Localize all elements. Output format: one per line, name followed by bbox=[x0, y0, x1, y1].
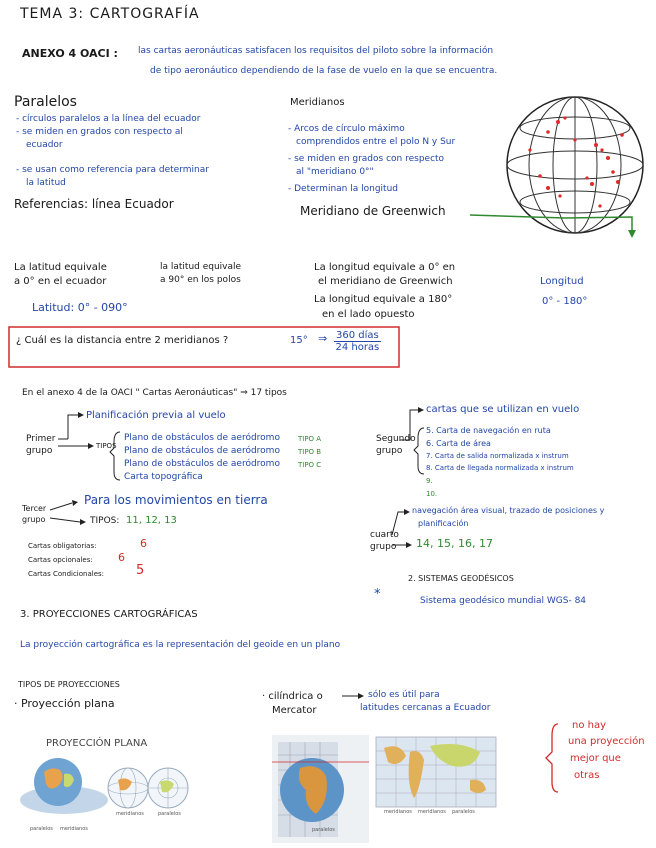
page-title: TEMA 3: CARTOGRAFÍA bbox=[20, 6, 200, 22]
cilindrica-label: · cilíndrica o bbox=[262, 691, 323, 702]
primer-tipos: TIPOS bbox=[96, 442, 117, 450]
question-arrow: ⇒ bbox=[318, 332, 328, 345]
primer-grupo-label: grupo bbox=[26, 446, 53, 456]
longitud-b-line-1: La longitud equivale a 180° bbox=[314, 294, 453, 305]
fig-label: paralelos bbox=[312, 827, 335, 833]
question-text: ¿ Cuál es la distancia entre 2 meridianos ? bbox=[16, 335, 229, 346]
geodesicos-item: Sistema geodésico mundial WGS- 84 bbox=[420, 596, 587, 606]
latitud-b-line-1: la latitud equivale bbox=[160, 262, 242, 272]
cuarto-nav: navegación área visual, trazado de posiciones y bbox=[412, 506, 605, 515]
longitud-label: Longitud bbox=[540, 276, 584, 287]
paralelos-item: ecuador bbox=[26, 140, 63, 150]
fig-label: meridianos bbox=[384, 809, 412, 815]
segundo-item: 6. Carta de área bbox=[426, 439, 491, 448]
fig-label: meridianos bbox=[60, 826, 88, 832]
tercer-tipos: TIPOS: bbox=[90, 516, 120, 526]
fig-label: paralelos bbox=[452, 809, 475, 815]
anexo-line-2: de tipo aeronáutico dependiendo de la fase de vuelo en la que se encuentra. bbox=[150, 66, 498, 76]
anexo-label: ANEXO 4 OACI : bbox=[22, 47, 118, 60]
fig-label: meridianos bbox=[418, 809, 446, 815]
cartas-intro: En el anexo 4 de la OACI " Cartas Aeronáuticas" ⇒ 17 tipos bbox=[22, 388, 287, 398]
fig-label: paralelos bbox=[30, 826, 53, 832]
primer-grupo-label: Primer bbox=[26, 434, 56, 444]
question-denominator: 24 horas bbox=[335, 342, 380, 353]
tercer-grupo-label: Tercer bbox=[22, 504, 47, 513]
primer-item-tipo: TIPO A bbox=[298, 435, 322, 443]
count-value: 6 bbox=[140, 537, 147, 550]
globe-icon bbox=[507, 97, 643, 233]
meridianos-item: comprendidos entre el polo N y Sur bbox=[296, 137, 456, 147]
side-note: mejor que bbox=[570, 753, 621, 764]
fig-label: meridianos bbox=[116, 811, 144, 817]
latitud-range: Latitud: 0° - 090° bbox=[32, 301, 128, 314]
latitud-a-line-1: La latitud equivale bbox=[14, 262, 107, 273]
segundo-item: 8. Carta de llegada normalizada x instrum bbox=[426, 464, 574, 472]
meridianos-reference: Meridiano de Greenwich bbox=[300, 204, 446, 218]
primer-item-tipo: TIPO B bbox=[298, 448, 322, 456]
paralelos-item: - círculos paralelos a la línea del ecuador bbox=[16, 114, 201, 124]
count-label: Cartas obligatorias: bbox=[28, 542, 97, 550]
meridianos-item: - Determinan la longitud bbox=[288, 184, 398, 194]
fig-label: paralelos bbox=[158, 811, 181, 817]
side-note: una proyección bbox=[568, 736, 645, 747]
cilindrica-figure bbox=[272, 735, 496, 843]
meridianos-item: al "meridiano 0°" bbox=[296, 167, 374, 177]
longitud-range: 0° - 180° bbox=[542, 296, 588, 307]
proyecciones-definition: La proyección cartográfica es la representación del geoide en un plano bbox=[20, 640, 341, 650]
star-icon: * bbox=[374, 587, 381, 602]
plana-figure bbox=[20, 758, 188, 814]
tercer-nums: 11, 12, 13 bbox=[126, 515, 177, 526]
proyecciones-heading: 3. PROYECCIONES CARTOGRÁFICAS bbox=[20, 609, 198, 620]
anexo-line-1: las cartas aeronáuticas satisfacen los requisitos del piloto sobre la información bbox=[138, 46, 494, 56]
cilindrica-note: latitudes cercanas a Ecuador bbox=[360, 703, 491, 713]
longitud-b-line-2: en el lado opuesto bbox=[322, 309, 415, 320]
primer-item: Plano de obstáculos de aeródromo bbox=[124, 446, 280, 456]
count-value: 6 bbox=[118, 551, 125, 564]
meridianos-item: - se miden en grados con respecto bbox=[288, 154, 445, 164]
geodesicos-heading: 2. SISTEMAS GEODÉSICOS bbox=[408, 574, 514, 583]
paralelos-heading: Paralelos bbox=[14, 94, 77, 110]
count-label: Cartas Condicionales: bbox=[28, 570, 105, 578]
latitud-a-line-2: a 0° en el ecuador bbox=[14, 276, 107, 287]
count-value: 5 bbox=[136, 563, 145, 578]
segundo-item: 5. Carta de navegación en ruta bbox=[426, 426, 551, 435]
plana-label: · Proyección plana bbox=[14, 697, 115, 710]
segundo-grupo-label: grupo bbox=[376, 446, 403, 456]
side-note: otras bbox=[574, 770, 600, 781]
meridianos-item: - Arcos de círculo máximo bbox=[288, 124, 405, 134]
paralelos-item: - se miden en grados con respecto al bbox=[16, 127, 183, 137]
question-value: 15° bbox=[290, 335, 308, 346]
primer-planificacion: Planificación previa al vuelo bbox=[86, 410, 226, 421]
segundo-head: cartas que se utilizan en vuelo bbox=[426, 404, 580, 415]
primer-item: Plano de obstáculos de aeródromo bbox=[124, 459, 280, 469]
segundo-item: 9. bbox=[426, 477, 433, 485]
question-numerator: 360 días bbox=[336, 330, 379, 341]
longitud-a-line-1: La longitud equivale a 0° en bbox=[314, 262, 456, 273]
tipos-heading: TIPOS DE PROYECCIONES bbox=[18, 680, 120, 689]
segundo-grupo-label: Segundo bbox=[376, 434, 416, 444]
cuarto-grupo-label: grupo bbox=[370, 542, 397, 552]
longitud-a-line-2: el meridiano de Greenwich bbox=[318, 276, 453, 287]
count-label: Cartas opcionales: bbox=[28, 556, 93, 564]
tercer-grupo-label: grupo bbox=[22, 515, 46, 524]
primer-item-tipo: TIPO C bbox=[298, 461, 322, 469]
tercer-movimientos: Para los movimientos en tierra bbox=[84, 493, 268, 507]
paralelos-item: la latitud bbox=[26, 178, 66, 188]
side-note: no hay bbox=[572, 720, 607, 731]
paralelos-reference: Referencias: línea Ecuador bbox=[14, 197, 174, 211]
cuarto-grupo-label: cuarto bbox=[370, 530, 399, 540]
cilindrica-label: Mercator bbox=[272, 705, 317, 716]
segundo-item: 10. bbox=[426, 490, 438, 498]
cilindrica-note: sólo es útil para bbox=[368, 690, 440, 700]
cuarto-nums: 14, 15, 16, 17 bbox=[416, 537, 493, 550]
meridianos-heading: Meridianos bbox=[290, 97, 345, 108]
paralelos-item: - se usan como referencia para determinar bbox=[16, 165, 209, 175]
primer-item: Plano de obstáculos de aeródromo bbox=[124, 433, 280, 443]
primer-topo: Carta topográfica bbox=[124, 472, 203, 482]
latitud-b-line-2: a 90° en los polos bbox=[160, 275, 241, 285]
cuarto-nav: planificación bbox=[418, 519, 469, 528]
question-fraction bbox=[334, 330, 381, 353]
fig-plana-title: PROYECCIÓN PLANA bbox=[46, 738, 148, 749]
segundo-item: 7. Carta de salida normalizada x instrum bbox=[426, 452, 569, 460]
